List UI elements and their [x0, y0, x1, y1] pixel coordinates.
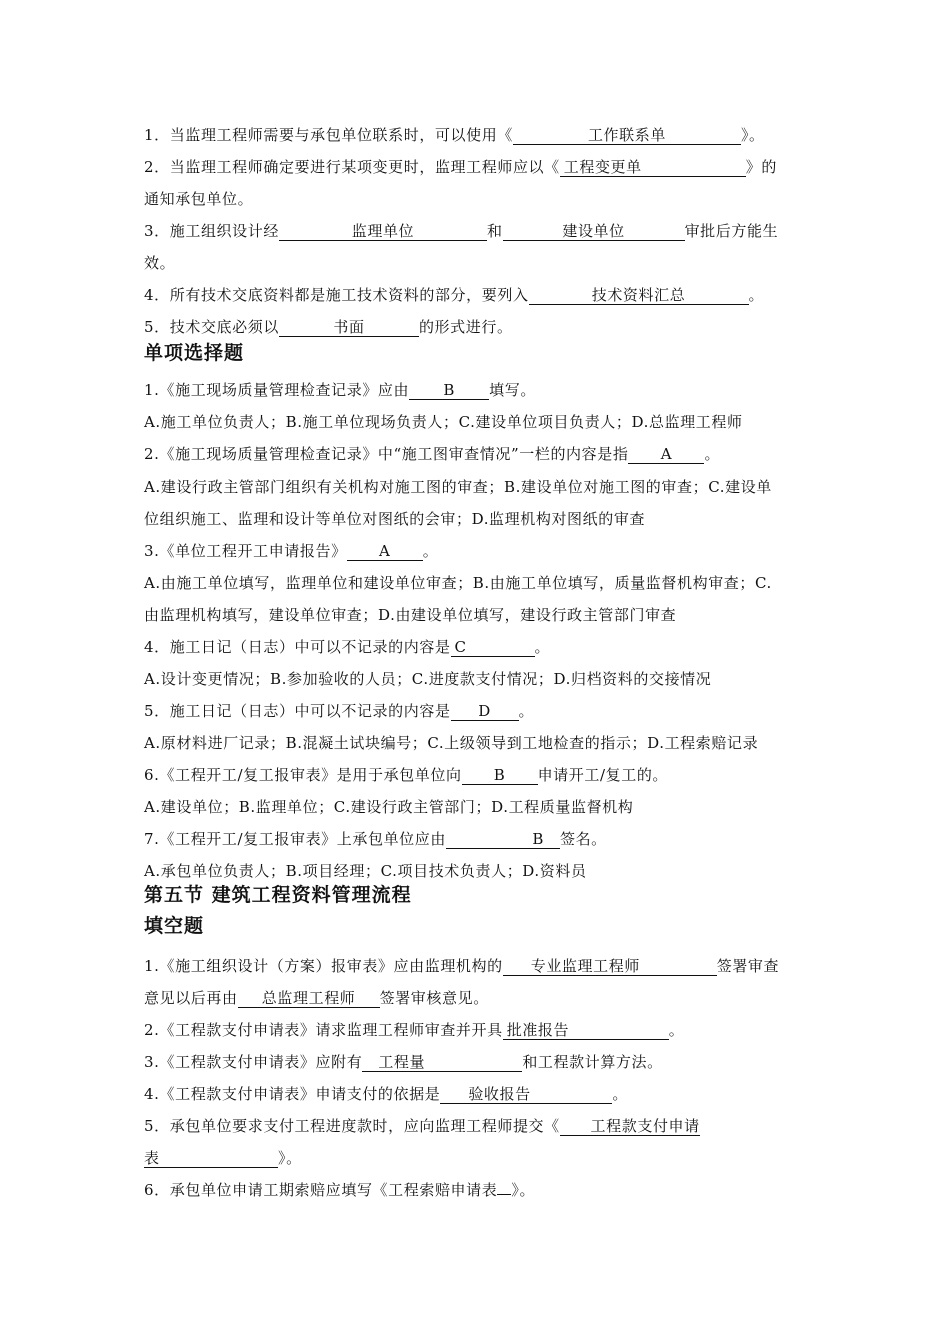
options-line: A.建设行政主管部门组织有关机构对施工图的审查；B.建设单位对施工图的审查；C.建设单	[144, 478, 772, 496]
question-line: 4．施工日记（日志）中可以不记录的内容是 C 。	[144, 638, 551, 656]
question-line: 6.《工程开工/复工报审表》是用于承包单位向 B 申请开工/复工的。	[144, 766, 669, 784]
options-line: A.设计变更情况；B.参加验收的人员；C.进度款支付情况；D.归档资料的交接情况	[144, 670, 712, 688]
answer-blank: A	[347, 543, 423, 561]
answer-blank: B	[446, 831, 560, 849]
question-line: 6．承包单位申请工期索赔应填写《工程索赔申请表 》。	[144, 1181, 536, 1199]
answer-blank: 表	[144, 1150, 278, 1168]
question-line: 3．施工组织设计经 监理单位 和 建设单位 审批后方能生	[144, 222, 779, 240]
options-line: A.建设单位；B.监理单位；C.建设行政主管部门；D.工程质量监督机构	[144, 798, 634, 816]
answer-blank: 工程款支付申请	[560, 1118, 700, 1136]
answer-blank: 监理单位	[279, 223, 487, 241]
question-line: 2．当监理工程师确定要进行某项变更时，监理工程师应以《 工程变更单 》的	[144, 158, 777, 176]
question-line: 4．所有技术交底资料都是施工技术资料的部分，要列入 技术资料汇总 。	[144, 286, 765, 304]
options-line: A.原材料进厂记录；B.混凝土试块编号；C.上级领导到工地检查的指示；D.工程索赔记录	[144, 734, 759, 752]
answer-blank: 工作联系单	[513, 127, 741, 145]
question-line-continued: 效。	[144, 254, 176, 272]
options-line: A.由施工单位填写，监理单位和建设单位审查；B.由施工单位填写，质量监督机构审查；C.	[144, 574, 772, 592]
question-line: 4.《工程款支付申请表》申请支付的依据是 验收报告 。	[144, 1085, 628, 1103]
section-title: 第五节 建筑工程资料管理流程	[144, 884, 412, 906]
answer-blank: A	[628, 446, 704, 464]
question-line-continued: 意见以后再由 总监理工程师 签署审核意见。	[144, 989, 489, 1007]
answer-blank: 建设单位	[503, 223, 685, 241]
answer-blank: 书面	[279, 319, 419, 337]
question-line-continued: 表 》。	[144, 1149, 302, 1167]
question-line: 2.《工程款支付申请表》请求监理工程师审查并开具 批准报告 。	[144, 1021, 685, 1039]
answer-blank: 验收报告	[440, 1086, 612, 1104]
options-line: A.施工单位负责人；B.施工单位现场负责人；C.建设单位项目负责人；D.总监理工程师	[144, 413, 743, 431]
question-line: 5．技术交底必须以 书面 的形式进行。	[144, 318, 513, 336]
question-line: 7.《工程开工/复工报审表》上承包单位应由 B 签名。	[144, 830, 607, 848]
options-line: 由监理机构填写，建设单位审查；D.由建设单位填写，建设行政主管部门审查	[144, 606, 677, 624]
question-line: 2.《施工现场质量管理检查记录》中“施工图审查情况”一栏的内容是指 A 。	[144, 445, 721, 463]
answer-blank	[497, 1194, 511, 1195]
question-line: 5．承包单位要求支付工程进度款时，应向监理工程师提交《 工程款支付申请	[144, 1117, 700, 1135]
section-heading: 单项选择题	[144, 342, 245, 364]
answer-blank: 总监理工程师	[238, 990, 380, 1008]
question-line: 3.《单位工程开工申请报告》 A 。	[144, 542, 439, 560]
answer-blank: C	[451, 639, 535, 657]
question-line: 1.《施工组织设计（方案）报审表》应由监理机构的 专业监理工程师 签署审查	[144, 957, 780, 975]
answer-blank: B	[462, 767, 538, 785]
question-line: 3.《工程款支付申请表》应附有 工程量 和工程款计算方法。	[144, 1053, 663, 1071]
options-line: 位组织施工、监理和设计等单位对图纸的会审；D.监理机构对图纸的审查	[144, 510, 646, 528]
answer-blank: 工程变更单	[560, 159, 746, 177]
answer-blank: 专业监理工程师	[503, 958, 717, 976]
question-line: 1.《施工现场质量管理检查记录》应由 B 填写。	[144, 381, 536, 399]
section-heading: 填空题	[144, 915, 205, 937]
answer-blank: 批准报告	[503, 1022, 669, 1040]
answer-blank: 技术资料汇总	[529, 287, 749, 305]
answer-blank: D	[451, 703, 519, 721]
question-line: 5．施工日记（日志）中可以不记录的内容是 D 。	[144, 702, 535, 720]
answer-blank: B	[409, 382, 489, 400]
answer-blank: 工程量	[362, 1054, 522, 1072]
options-line: A.承包单位负责人；B.项目经理；C.项目技术负责人；D.资料员	[144, 862, 587, 880]
question-line-continued: 通知承包单位。	[144, 190, 254, 208]
question-line: 1．当监理工程师需要与承包单位联系时，可以使用《 工作联系单 》。	[144, 126, 765, 144]
